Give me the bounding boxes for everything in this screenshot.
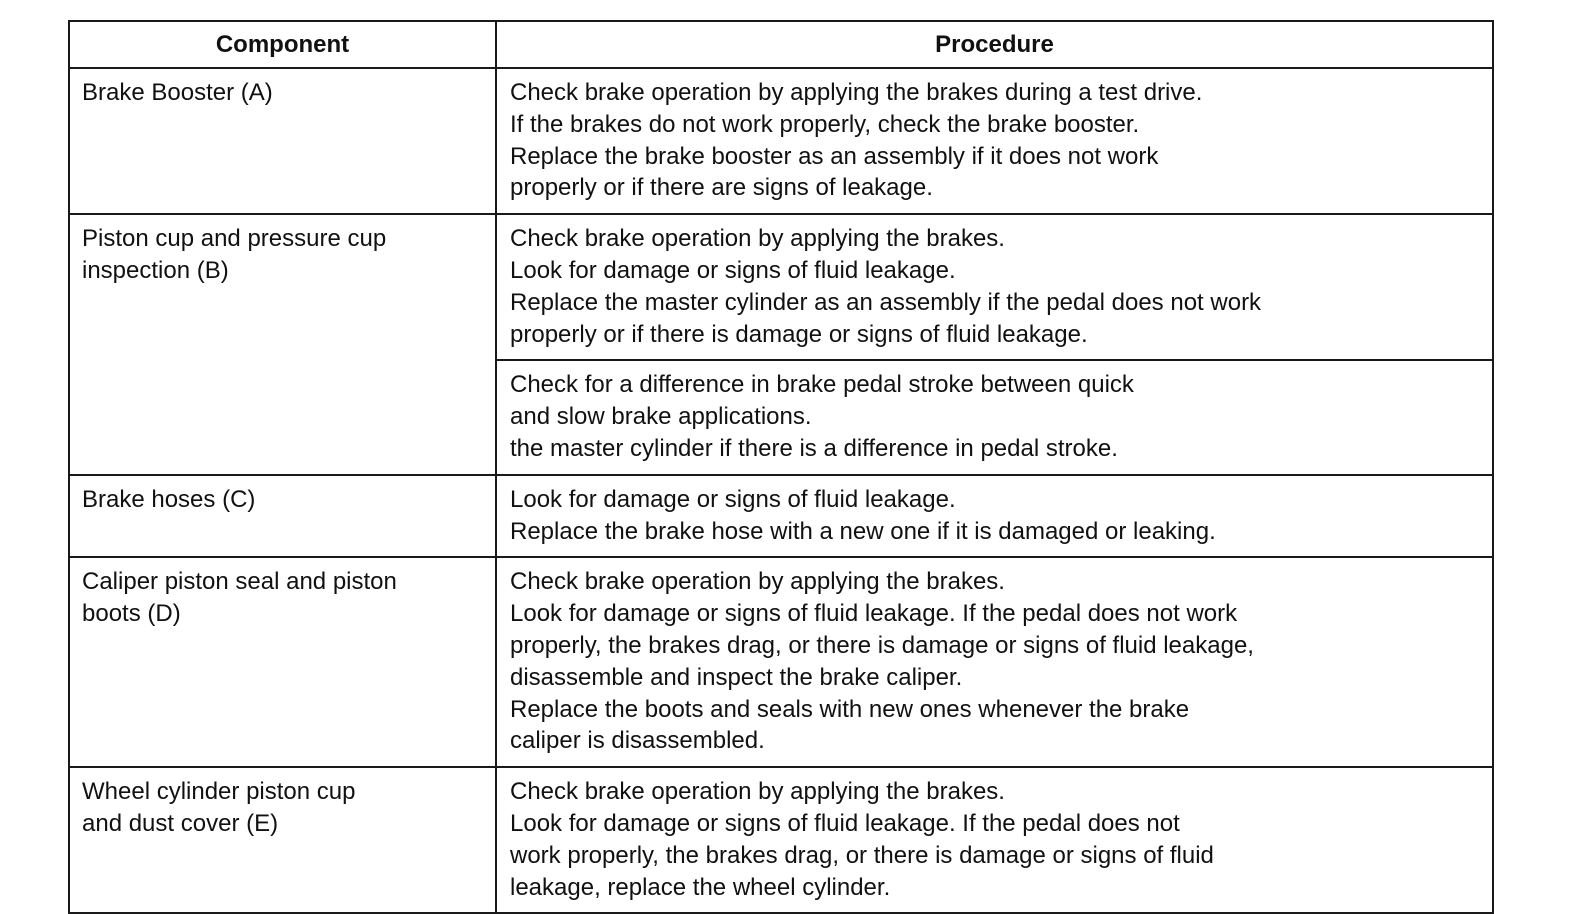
table-row xyxy=(69,557,1493,767)
component-text: boots (D) xyxy=(82,600,181,628)
procedure-line: If the brakes do not work properly, check the brake booster. xyxy=(510,110,1140,138)
header-component: Component xyxy=(69,21,496,68)
procedure-line: Check brake operation by applying the brakes during a test drive. xyxy=(510,79,1203,106)
procedure-line: work properly, the brakes drag, or there is damage or signs of fluid xyxy=(510,841,1214,869)
procedure-line: Replace the brake booster as an assembly if it does not work xyxy=(510,142,1159,170)
procedure-line: and slow brake applications. xyxy=(510,403,812,431)
procedure-line: Check for a difference in brake pedal stroke between quick xyxy=(510,371,1134,399)
component-cell-brake-booster xyxy=(69,68,496,214)
procedure-cell-brake-hoses xyxy=(496,475,1493,558)
procedure-line: Replace the master cylinder as an assembly if the pedal does not work xyxy=(510,288,1262,316)
component-cell-brake-hoses xyxy=(69,475,496,558)
procedure-line: Replace the brake hose with a new one if it is damaged or leaking. xyxy=(510,517,1216,545)
component-text: and dust cover (E) xyxy=(82,809,279,837)
procedure-line: Check brake operation by applying the brakes. xyxy=(510,778,1005,806)
procedure-cell-caliper xyxy=(496,557,1493,767)
procedure-line: Check brake operation by applying the brakes. xyxy=(510,225,1005,253)
document-page xyxy=(68,20,1492,914)
procedure-line: properly or if there is damage or signs of fluid leakage. xyxy=(510,320,1088,348)
procedure-line: Look for damage or signs of fluid leakage. If the pedal does not work xyxy=(510,600,1238,628)
procedure-line: Look for damage or signs of fluid leakage. xyxy=(510,485,956,513)
procedure-cell-brake-booster xyxy=(496,68,1493,214)
component-text: inspection (B) xyxy=(82,256,229,284)
procedure-line: Look for damage or signs of fluid leakage. xyxy=(510,256,956,284)
component-text: Piston cup and pressure cup xyxy=(82,225,387,253)
component-text: Brake Booster (A) xyxy=(82,79,273,106)
component-text: Brake hoses (C) xyxy=(82,485,256,513)
header-procedure: Procedure xyxy=(496,21,1493,68)
table-header-row xyxy=(69,21,1493,68)
table-row xyxy=(69,475,1493,558)
procedure-line: properly, the brakes drag, or there is damage or signs of fluid leakage, xyxy=(510,631,1254,659)
procedure-cell-piston-cup-1 xyxy=(496,214,1493,360)
component-text: Caliper piston seal and piston xyxy=(82,568,397,596)
procedure-line: properly or if there are signs of leakage. xyxy=(510,174,933,202)
table-row xyxy=(69,68,1493,214)
component-text: Wheel cylinder piston cup xyxy=(82,778,356,806)
component-cell-piston-cup xyxy=(69,214,496,475)
table-row xyxy=(69,767,1493,913)
procedure-cell-wheel-cylinder xyxy=(496,767,1493,913)
procedure-line: leakage, replace the wheel cylinder. xyxy=(510,873,891,901)
component-cell-caliper xyxy=(69,557,496,767)
table-row xyxy=(69,214,1493,360)
component-cell-wheel-cylinder xyxy=(69,767,496,913)
procedure-line: caliper is disassembled. xyxy=(510,727,765,755)
procedure-line: disassemble and inspect the brake caliper. xyxy=(510,663,963,691)
procedure-line: Look for damage or signs of fluid leakage. If the pedal does not xyxy=(510,809,1180,837)
procedure-line: Check brake operation by applying the brakes. xyxy=(510,568,1005,596)
brake-inspection-table xyxy=(68,20,1494,914)
procedure-cell-piston-cup-2 xyxy=(496,360,1493,474)
procedure-line: Replace the boots and seals with new ones whenever the brake xyxy=(510,695,1190,723)
procedure-line: the master cylinder if there is a difference in pedal stroke. xyxy=(510,434,1118,462)
